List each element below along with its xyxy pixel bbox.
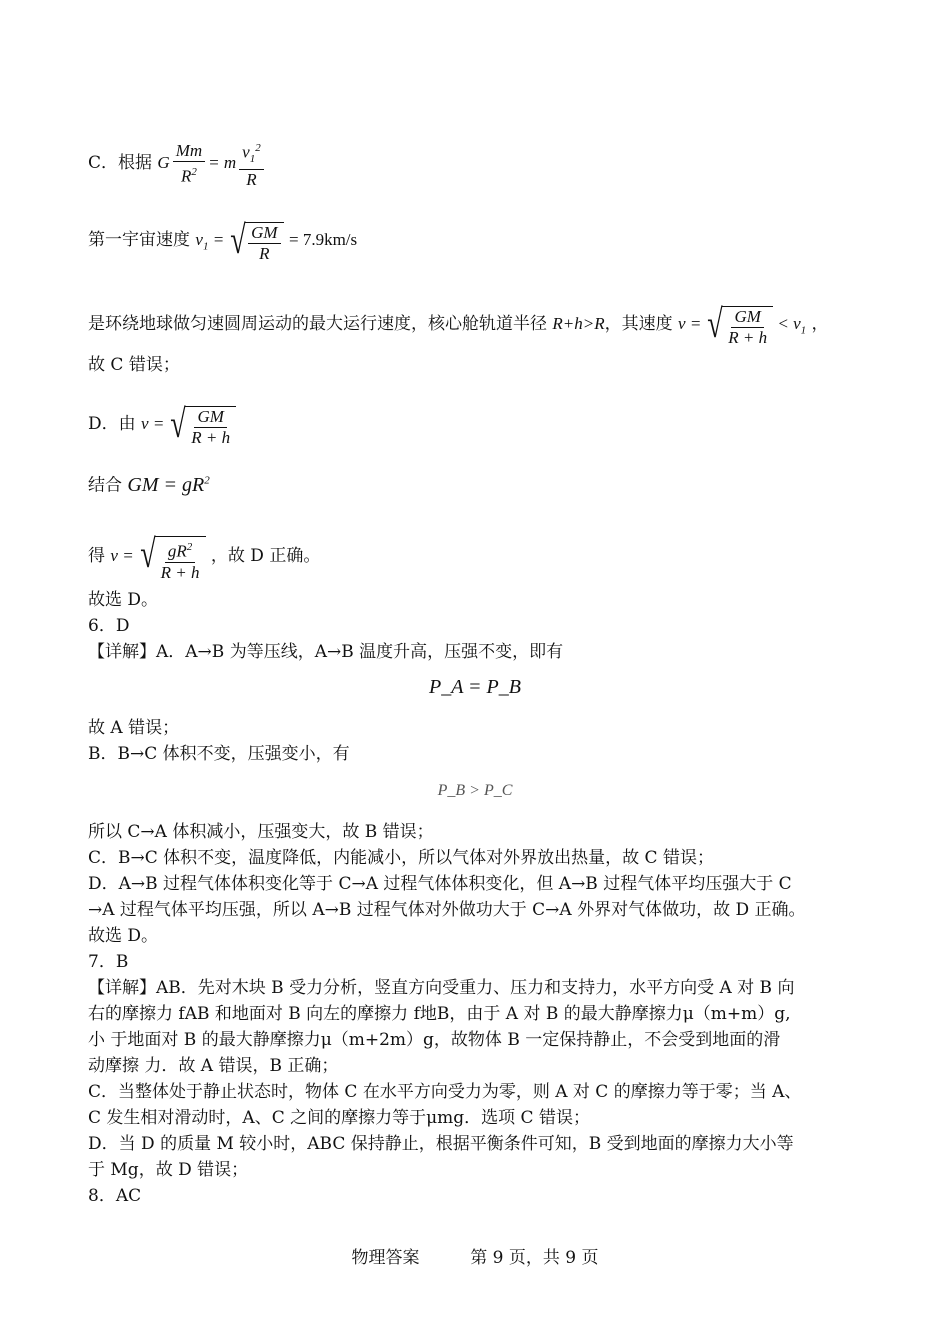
q6-a-wrong: 故 A 错误； — [88, 718, 180, 738]
orbit-speed-formula: v = √ $\frac{GM}{R + h}$ < $v_1$ — [678, 301, 807, 347]
q6-detail: 【详解】A．A→B 为等压线，A→B 温度升高，压强不变，即有 — [88, 642, 564, 662]
option-d-correct: ，故 D 正确。 — [210, 546, 321, 567]
speed-formula: v = √ $\frac{GM}{R + h}$ — [141, 414, 236, 433]
q6-equation-pb-pc: P_B > P_C — [437, 782, 513, 799]
q7-line8: 于 Mg，故 D 错误； — [88, 1160, 249, 1180]
q8-answer: 8．AC — [88, 1186, 142, 1206]
page-footer — [0, 1243, 950, 1268]
gravity-formula: G $\frac{Mm}{R^2}$ = m $\frac{v_1^2}{R}$ — [157, 153, 266, 172]
first-cosmic-formula: $v_1$ = √ $\frac{GM}{R}$ — [195, 230, 283, 249]
q6-d-line2: →A 过程气体平均压强，所以 A→B 过程气体对外做功大于 C→A 外界对气体做功，故 D 正确。 — [88, 900, 806, 920]
first-cosmic-value: = 7.9km/s — [289, 229, 358, 249]
option-c-wrong: 故 C 错误； — [88, 355, 180, 375]
q6-b: B．B→C 体积不变，压强变小，有 — [88, 744, 350, 764]
footer-subject: 物理答案 — [351, 1248, 420, 1268]
q7-answer: 7．B — [88, 952, 129, 972]
q6-c: C．B→C 体积不变，温度降低，内能减小，所以气体对外界放出热量，故 C 错误； — [88, 848, 714, 868]
result-formula: v = √ $\frac{gR^2}{R + h}$ — [110, 546, 205, 565]
orbit-explain-text: 是环绕地球做匀速圆周运动的最大运行速度，核心舱轨道半径 — [88, 313, 547, 334]
q6-choose: 故选 D。 — [88, 926, 159, 946]
q6-answer: 6．D — [88, 616, 130, 636]
q7-line3: 小 于地面对 B 的最大静摩擦力μ（m+2m）g，故物体 B 一定保持静止，不会受到地面的滑 — [88, 1030, 781, 1050]
orbit-condition: R+h>R — [552, 313, 605, 333]
orbit-explain-line: 是环绕地球做匀速圆周运动的最大运行速度，核心舱轨道半径 R+h>R，其速度 v = √ $\frac{GM}{R + h}$ < $v_1$ ， — [88, 301, 829, 347]
combine-line — [88, 470, 210, 496]
option-c-formula-line — [88, 138, 267, 190]
choose-d: 故选 D。 — [88, 590, 159, 610]
footer-page-number: 第 9 页，共 9 页 — [470, 1248, 599, 1268]
orbit-explain-tail: ，其速度 — [604, 313, 673, 334]
q7-line1: 【详解】AB．先对木块 B 受力分析，竖直方向受重力、压力和支持力，水平方向受 A 对 B 向 — [88, 978, 795, 998]
option-d-formula-line — [88, 402, 236, 448]
combine-label: 结合 — [88, 475, 122, 496]
result-line — [88, 532, 320, 583]
q6-d-line1: D．A→B 过程气体体积变化等于 C→A 过程气体体积变化，但 A→B 过程气体平均压强大于 C — [88, 874, 792, 894]
q7-line7: D．当 D 的质量 M 较小时，ABC 保持静止，根据平衡条件可知，B 受到地面的摩擦力大小等 — [88, 1134, 794, 1154]
q7-line6: C 发生相对滑动时，A、C 之间的摩擦力等于μmg．选项 C 错误； — [88, 1108, 590, 1128]
option-d-intro: D．由 — [88, 413, 136, 434]
first-cosmic-velocity-line — [88, 218, 357, 264]
q7-line2: 右的摩擦力 fAB 和地面对 B 向左的摩擦力 f地B，由于 A 对 B 的最大静摩擦力μ（m+m）g, — [88, 1004, 791, 1024]
q7-line4: 动摩擦 力．故 A 错误，B 正确； — [88, 1056, 339, 1076]
first-cosmic-label: 第一宇宙速度 — [88, 229, 190, 250]
option-c-intro: C．根据 — [88, 152, 153, 173]
q7-line5: C．当整体处于静止状态时，物体 C 在水平方向受力为零，则 A 对 C 的摩擦力等于零；当 A、 — [88, 1082, 802, 1102]
q6-b-wrong: 所以 C→A 体积减小，压强变大，故 B 错误； — [88, 822, 434, 842]
q6-equation-pa-pb: P_A = P_B — [428, 676, 521, 698]
gm-gr2-formula: GM = $gR^2$ — [127, 473, 210, 496]
result-label: 得 — [88, 546, 105, 567]
